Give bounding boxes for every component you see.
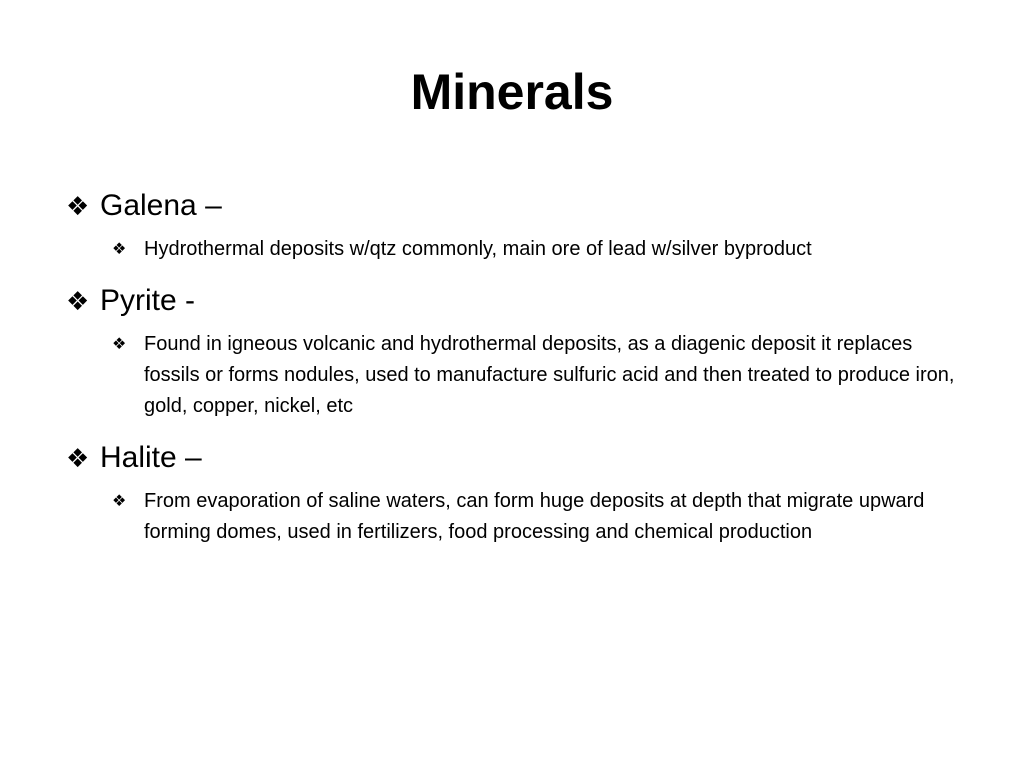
diamond-bullet-icon: ❖ bbox=[112, 241, 127, 258]
bullet-item-halite bbox=[66, 440, 966, 476]
sub-bullet-item bbox=[112, 234, 966, 265]
diamond-bullet-icon: ❖ bbox=[66, 191, 90, 221]
diamond-bullet-icon: ❖ bbox=[112, 493, 127, 510]
bullet-heading: Galena – bbox=[100, 189, 222, 222]
bullet-list bbox=[66, 188, 966, 548]
bullet-item-galena bbox=[66, 188, 966, 224]
diamond-bullet-icon: ❖ bbox=[112, 336, 127, 353]
diamond-bullet-icon: ❖ bbox=[66, 286, 90, 316]
sub-bullet-item bbox=[112, 329, 966, 422]
sub-bullet-text: Hydrothermal deposits w/qtz commonly, main ore of lead w/silver byproduct bbox=[144, 238, 812, 260]
slide-title: Minerals bbox=[410, 64, 614, 120]
bullet-item-pyrite bbox=[66, 283, 966, 319]
diamond-bullet-icon: ❖ bbox=[66, 443, 90, 473]
sub-bullet-text: From evaporation of saline waters, can form huge deposits at depth that migrate upward forming domes, used in fertilizers, food processing and chemical production bbox=[144, 490, 925, 543]
bullet-heading: Pyrite - bbox=[100, 284, 196, 317]
bullet-heading: Halite – bbox=[100, 441, 202, 474]
sub-bullet-item bbox=[112, 486, 966, 548]
sub-bullet-text: Found in igneous volcanic and hydrothermal deposits, as a diagenic deposit it replaces fossils or forms nodules, used to manufacture sulfuric acid and then treated to produce iron, gold, copper, nickel, etc bbox=[144, 333, 955, 417]
